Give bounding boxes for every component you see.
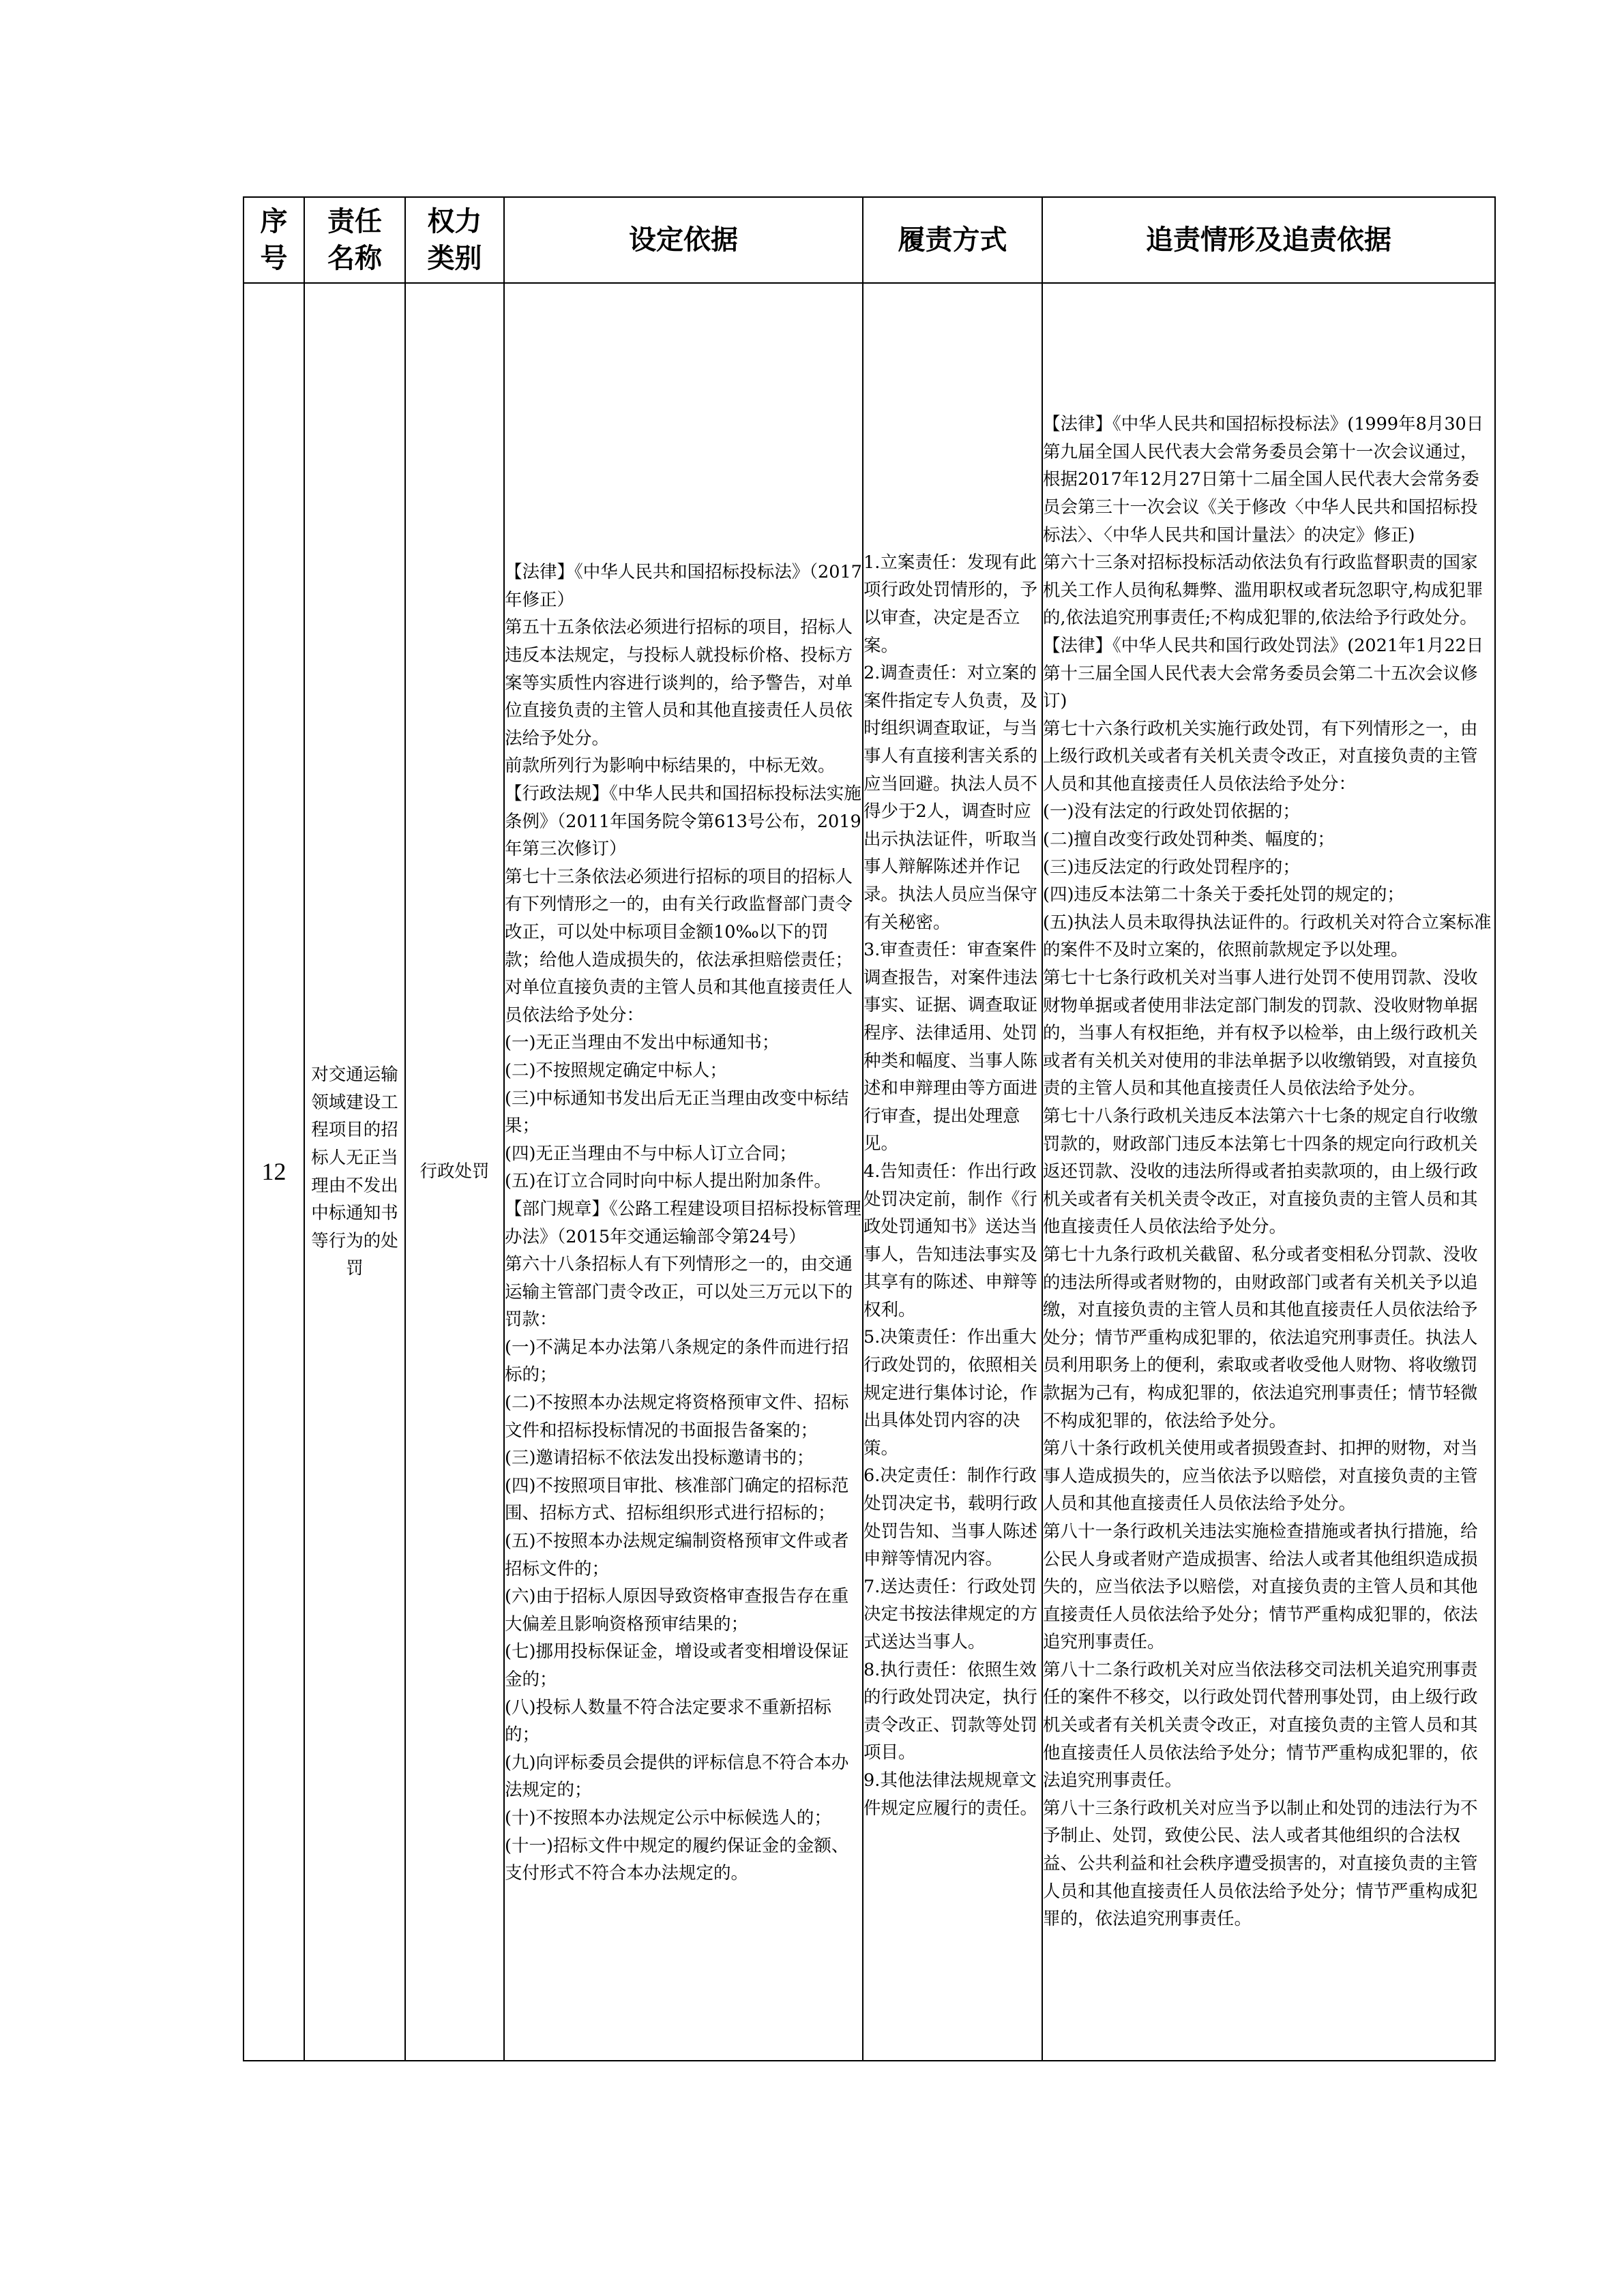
row-duty-method [863,283,1042,2061]
row-responsibility-name: 对交通运输领域建设工程项目的招标人无正当理由不发出中标通知书等行为的处罚 [304,283,405,2061]
header-basis: 设定依据 [504,197,863,283]
row-power-type: 行政处罚 [405,283,504,2061]
header-seq: 序号 [243,197,304,283]
header-power-type: 权力类别 [405,197,504,283]
table-row [243,283,1495,2061]
table-header-row [243,197,1495,283]
row-accountability: 【法律】《中华人民共和国招标投标法》(1999年8月30日第九届全国人民代表大会常务委员会第十一次会议通过，根据2017年12月27日第十二届全国人民代表大会常务委员会第三十一次会议《关于修改〈中华人民共和国招标投标法〉、〈中华人民共和国计量法〉的决定》修正) 第六十三条对招标投标活动依法负有行政监督职责的国家机关工作人员徇私舞弊、滥用职权或者玩忽职守,构成犯罪的,依法追究刑事责任;不构成犯罪的,依法给予行政处分。 【法律】《中华人民共和国行政处罚法》(2021年1月22日第十三届全国人民代表大会常务委员会第二十五次会议修订) 第七十六条行政机关实施行政处罚，有下列情形之一，由上级行政机关或者有关机关责令改正，对直接负责的主管人员和其他直接责任人员依法给予处分： (一)没有法定的行政处罚依据的； (二)擅自改变行政处罚种类、幅度的； (三)违反法定的行政处罚程序的； (四)违反本法第二十条关于委托处罚的规定的； (五)执法人员未取得执法证件的。行政机关对符合立案标准的案件不及时立案的，依照前款规定予以处理。 第七十七条行政机关对当事人进行处罚不使用罚款、没收财物单据或者使用非法定部门制发的罚款、没收财物单据的，当事人有权拒绝，并有权予以检举，由上级行政机关或者有关机关对使用的非法单据予以收缴销毁，对直接负责的主管人员和其他直接责任人员依法给予处分。 第七十八条行政机关违反本法第六十七条的规定自行收缴罚款的，财政部门违反本法第七十四条的规定向行政机关返还罚款、没收的违法所得或者拍卖款项的，由上级行政机关或者有关机关责令改正，对直接负责的主管人员和其他直接责任人员依法给予处分。 第七十九条行政机关截留、私分或者变相私分罚款、没收的违法所得或者财物的，由财政部门或者有关机关予以追缴，对直接负责的主管人员和其他直接责任人员依法给予处分；情节严重构成犯罪的，依法追究刑事责任。执法人员利用职务上的便利，索取或者收受他人财物、将收缴罚款据为己有，构成犯罪的，依法追究刑事责任；情节轻微不构成犯罪的，依法给予处分。 第八十条行政机关使用或者损毁查封、扣押的财物，对当事人造成损失的，应当依法予以赔偿，对直接负责的主管人员和其他直接责任人员依法给予处分。 第八十一条行政机关违法实施检查措施或者执行措施，给公民人身或者财产造成损害、给法人或者其他组织造成损失的，应当依法予以赔偿，对直接负责的主管人员和其他直接责任人员依法给予处分；情节严重构成犯罪的，依法追究刑事责任。 第八十二条行政机关对应当依法移交司法机关追究刑事责任的案件不移交，以行政处罚代替刑事处罚，由上级行政机关或者有关机关责令改正，对直接负责的主管人员和其他直接责任人员依法给予处分；情节严重构成犯罪的，依法追究刑事责任。 第八十三条行政机关对应当予以制止和处罚的违法行为不予制止、处罚，致使公民、法人或者其他组织的合法权益、公共利益和社会秩序遭受损害的，对直接负责的主管人员和其他直接责任人员依法给予处分；情节严重构成犯罪的，依法追究刑事责任。 [1042,283,1495,2061]
header-name: 责任名称 [304,197,405,283]
legal-basis-text: 【法律】《中华人民共和国招标投标法》（2017年修正） 第五十五条依法必须进行招标的项目，招标人违反本法规定，与投标人就投标价格、投标方案等实质性内容进行谈判的，给予警告，对单位直接负责的主管人员和其他直接责任人员依法给予处分。 前款所列行为影响中标结果的，中标无效。 【行政法规】《中华人民共和国招标投标法实施条例》（2011年国务院令第613号公布，2019年第三次修订） 第七十三条依法必须进行招标的项目的招标人有下列情形之一的，由有关行政监督部门责令改正，可以处中标项目金额10‰以下的罚款；给他人造成损失的，依法承担赔偿责任；对单位直接负责的主管人员和其他直接责任人员依法给予处分： (一)无正当理由不发出中标通知书； (二)不按照规定确定中标人； (三)中标通知书发出后无正当理由改变中标结果； (四)无正当理由不与中标人订立合同； (五)在订立合同时向中标人提出附加条件。 【部门规章】《公路工程建设项目招标投标管理办法》（2015年交通运输部令第24号） 第六十八条招标人有下列情形之一的，由交通运输主管部门责令改正，可以处三万元以下的罚款： (一)不满足本办法第八条规定的条件而进行招标的； (二)不按照本办法规定将资格预审文件、招标文件和招标投标情况的书面报告备案的； (三)邀请招标不依法发出投标邀请书的； (四)不按照项目审批、核准部门确定的招标范围、招标方式、招标组织形式进行招标的； (五)不按照本办法规定编制资格预审文件或者招标文件的； (六)由于招标人原因导致资格审查报告存在重大偏差且影响资格预审结果的； (七)挪用投标保证金，增设或者变相增设保证金的； (八)投标人数量不符合法定要求不重新招标的； (九)向评标委员会提供的评标信息不符合本办法规定的； (十)不按照本办法规定公示中标候选人的； (十一)招标文件中规定的履约保证金的金额、支付形式不符合本办法规定的。 [505,562,862,1884]
row-legal-basis [504,283,863,2061]
header-accountability: 追责情形及追责依据 [1042,197,1495,283]
header-duty: 履责方式 [863,197,1042,283]
duty-method-text: 1.立案责任：发现有此项行政处罚情形的，予以审查，决定是否立案。 2.调查责任：对立案的案件指定专人负责，及时组织调查取证，与当事人有直接利害关系的应当回避。执法人员不得少于2人，调查时应出示执法证件，听取当事人辩解陈述并作记录。执法人员应当保守有关秘密。 3.审查责任：审查案件调查报告，对案件违法事实、证据、调查取证程序、法律适用、处罚种类和幅度、当事人陈述和申辩理由等方面进行审查，提出处理意见。 4.告知责任：作出行政处罚决定前，制作《行政处罚通知书》送达当事人，告知违法事实及其享有的陈述、申辩等权利。 5.决策责任：作出重大行政处罚的，依照相关规定进行集体讨论，作出具体处罚内容的决策。 6.决定责任：制作行政处罚决定书，载明行政处罚告知、当事人陈述申辩等情况内容。 7.送达责任：行政处罚决定书按法律规定的方式送达当事人。 8.执行责任：依照生效的行政处罚决定，执行责令改正、罚款等处罚项目。 9.其他法律法规规章文件规定应履行的责任。 [863,552,1038,1819]
row-seq: 12 [243,283,304,2061]
responsibility-table [243,196,1496,2061]
